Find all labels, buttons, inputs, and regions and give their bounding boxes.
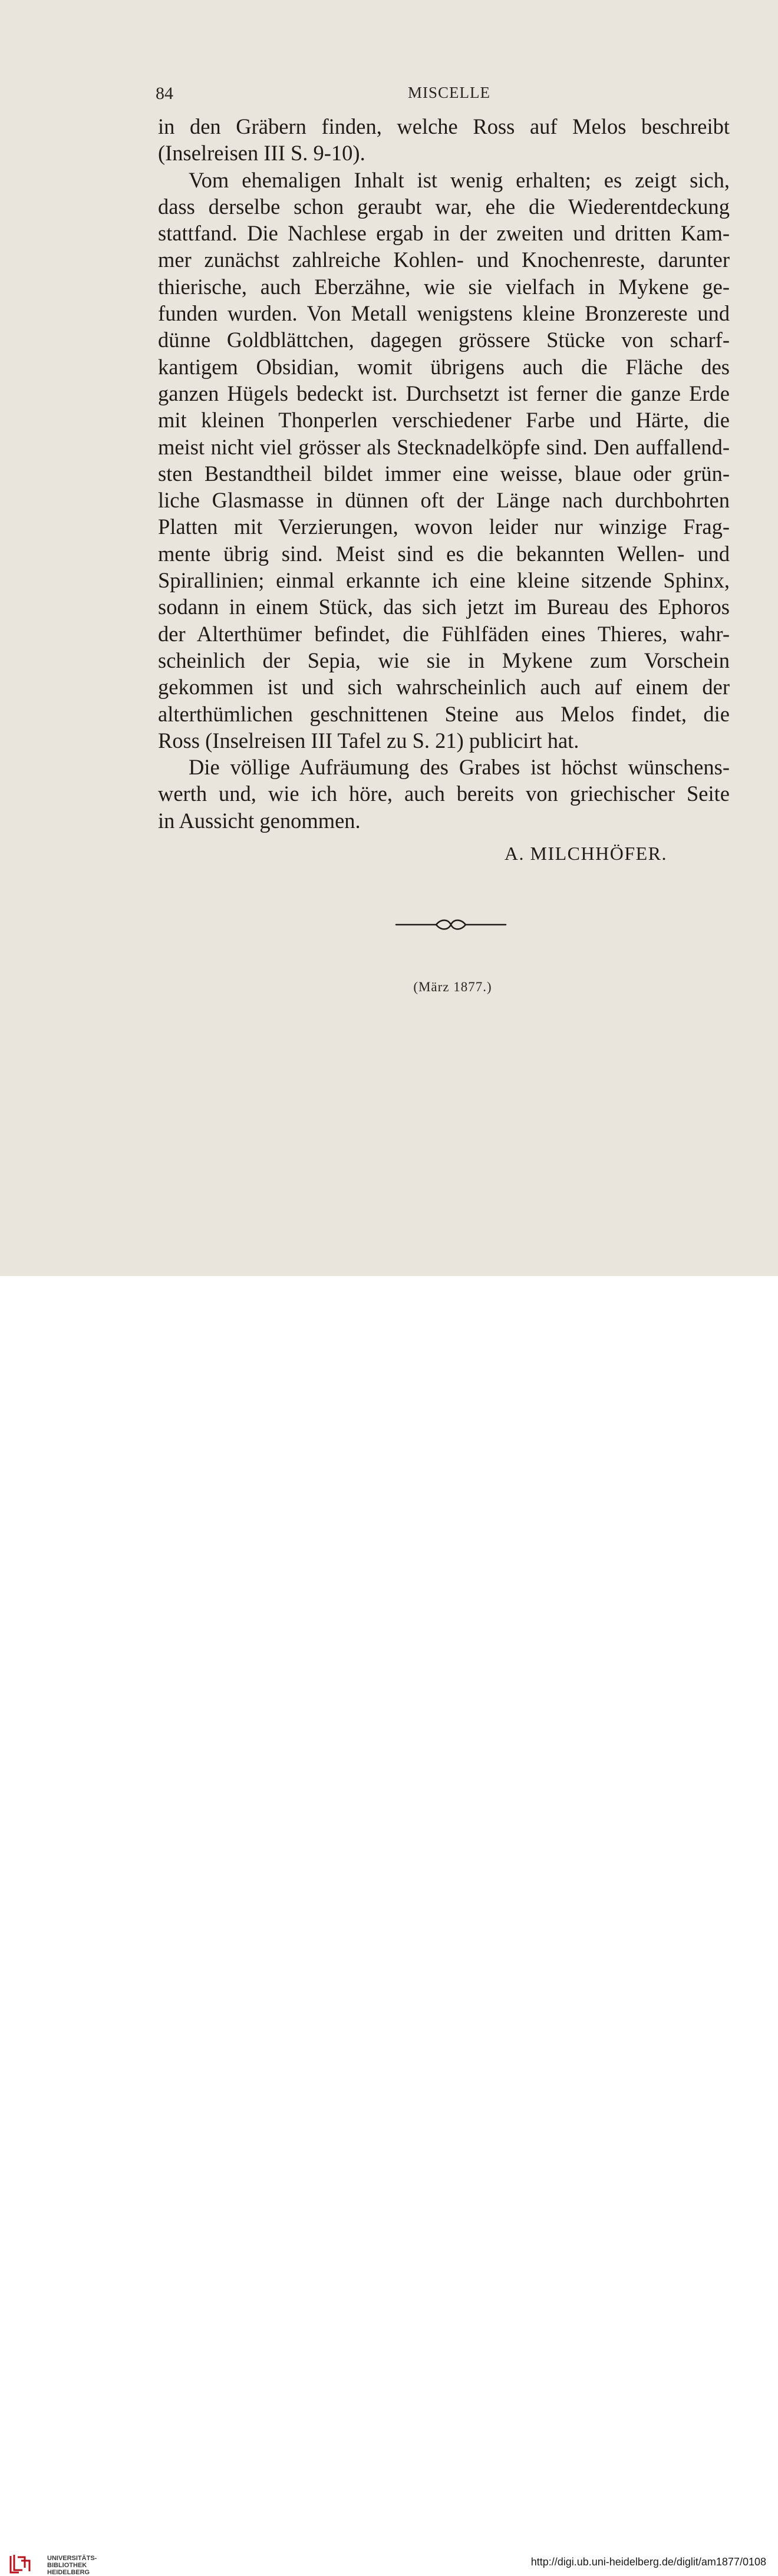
permalink-url[interactable]: http://digi.ub.uni-heidelberg.de/diglit/am1877/0108 bbox=[530, 2556, 766, 2568]
text-line: stattfand. Die Nachlese ergab in der zweiten und dritten Kam- bbox=[158, 221, 730, 246]
text-line: werth und, wie ich höre, auch bereits von griechischer Seite bbox=[158, 781, 730, 806]
text-line: thierische, auch Eberzähne, wie sie vielfach in Mykene ge- bbox=[158, 274, 730, 299]
text-line: meist nicht viel grösser als Stecknadelköpfe sind. Den auffallend- bbox=[158, 434, 730, 459]
text-line: (Inselreisen III S. 9-10). bbox=[158, 141, 365, 166]
text-line: Spirallinien; einmal erkannte ich eine kleine sitzende Sphinx, bbox=[158, 568, 730, 593]
footer-bar bbox=[0, 1276, 778, 2576]
text-line: dass derselbe schon geraubt war, ehe die Wiederentdeckung bbox=[158, 194, 730, 219]
text-line: mer zunächst zahlreiche Kohlen- und Knochenreste, darunter bbox=[158, 248, 730, 272]
text-line: Die völlige Aufräumung des Grabes ist höchst wünschens- bbox=[189, 755, 730, 780]
text-line: Vom ehemaligen Inhalt ist wenig erhalten; es zeigt sich, bbox=[189, 167, 730, 192]
text-line: kantigem Obsidian, womit übrigens auch die Fläche des bbox=[158, 354, 730, 379]
paragraph bbox=[158, 754, 730, 834]
text-line: in den Gräbern finden, welche Ross auf Melos beschreibt bbox=[158, 114, 730, 138]
paragraph bbox=[158, 113, 730, 167]
text-line: in Aussicht genommen. bbox=[158, 808, 361, 833]
text-line: gekommen ist und sich wahrscheinlich auch auf einem der bbox=[158, 675, 730, 700]
text-line: mente übrig sind. Meist sind es die bekannten Wellen- und bbox=[158, 541, 730, 566]
text-line: sodann in einem Stück, das sich jetzt im Bureau des Ephoros bbox=[158, 595, 730, 619]
text-line: mit kleinen Thonperlen verschiedener Farbe und Härte, die bbox=[158, 408, 730, 433]
date-line: (März 1877.) bbox=[413, 979, 492, 994]
text-line: Platten mit Verzierungen, wovon leider nur winzige Frag- bbox=[158, 514, 730, 539]
text-line: dünne Goldblättchen, dagegen grössere Stücke von scharf- bbox=[158, 328, 730, 352]
page-number: 84 bbox=[156, 84, 173, 103]
text-line: liche Glasmasse in dünnen oft der Länge nach durchbohrten bbox=[158, 488, 730, 513]
scanned-page bbox=[0, 0, 778, 1276]
text-line: ganzen Hügels bedeckt ist. Durchsetzt ist ferner die ganze Erde bbox=[158, 381, 730, 405]
text-line: scheinlich der Sepia, wie sie in Mykene zum Vorschein bbox=[158, 648, 730, 672]
logo-line: UNIVERSITÄTS- bbox=[47, 2555, 97, 2562]
author-signature: A. MILCHHÖFER. bbox=[504, 843, 667, 864]
logo-line: HEIDELBERG bbox=[47, 2569, 90, 2576]
running-head: MISCELLE bbox=[408, 84, 490, 101]
text-line: der Alterthümer befindet, die Fühlfäden eines Thieres, wahr- bbox=[158, 621, 730, 646]
text-line: Ross (Inselreisen III Tafel zu S. 21) publicirt hat. bbox=[158, 728, 579, 753]
logo-line: BIBLIOTHEK bbox=[47, 2562, 87, 2569]
page-header bbox=[154, 84, 744, 107]
text-line: sten Bestandtheil bildet immer eine weisse, blaue oder grün- bbox=[158, 461, 730, 486]
body-text bbox=[158, 113, 730, 834]
decorative-rule-icon bbox=[395, 916, 507, 933]
library-logo-text bbox=[47, 2555, 97, 2576]
text-line: funden wurden. Von Metall wenigstens kleine Bronzereste und bbox=[158, 301, 730, 326]
text-line: alterthümlichen geschnittenen Steine aus Melos findet, die bbox=[158, 701, 730, 726]
library-logo-icon bbox=[7, 2554, 34, 2575]
paragraph bbox=[158, 167, 730, 754]
